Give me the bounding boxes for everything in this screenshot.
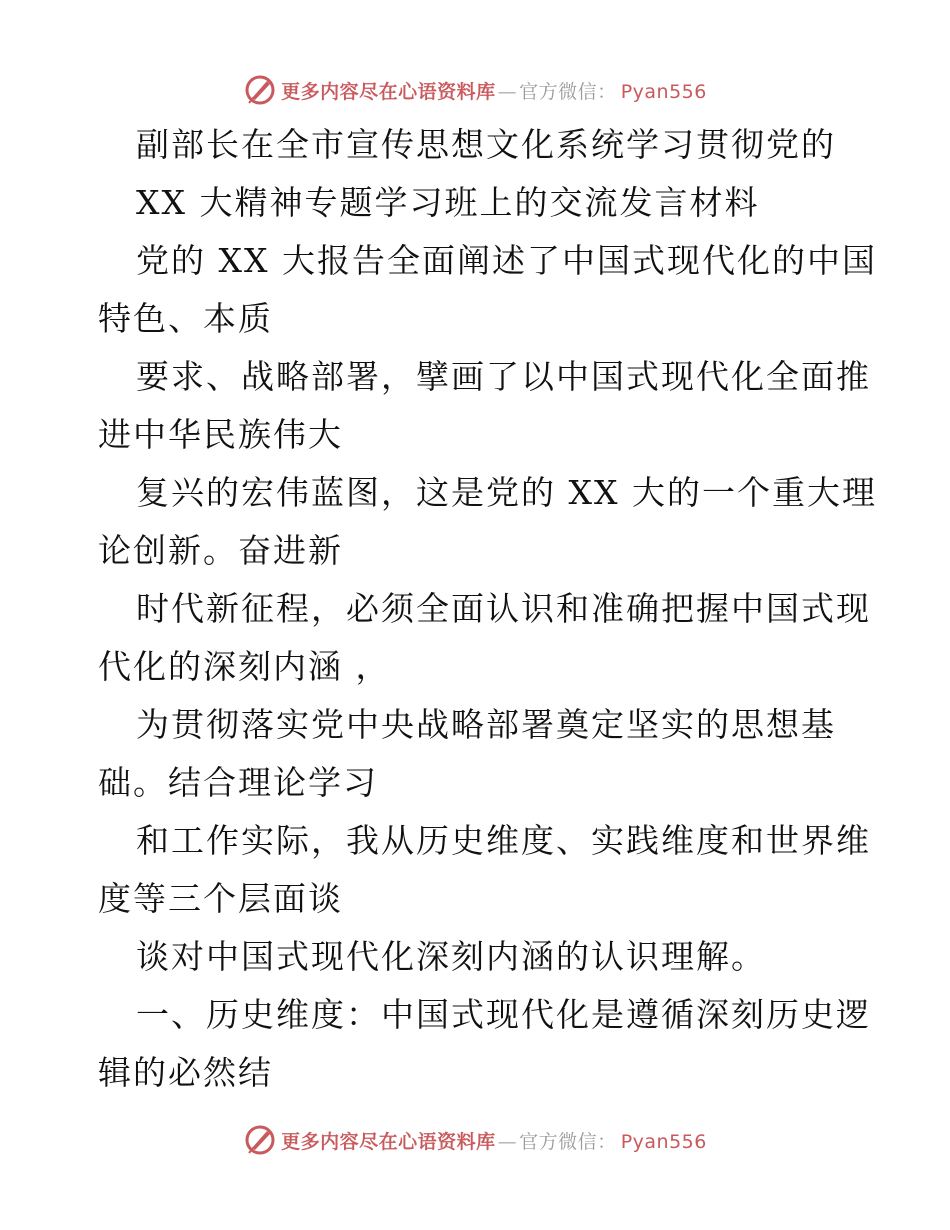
watermark-site-text: 更多内容尽在心语资料库 <box>281 1130 496 1153</box>
document-line: 础。结合理论学习 <box>98 763 378 802</box>
document-line: 辑的必然结 <box>98 1053 273 1092</box>
watermark-banner-top <box>0 70 950 110</box>
watermark-site-text: 更多内容尽在心语资料库 <box>281 80 496 103</box>
document-line: 副部长在全市宣传思想文化系统学习贯彻党的 <box>136 125 836 164</box>
document-line: 谈对中国式现代化深刻内涵的认识理解。 <box>136 937 766 976</box>
document-line: 一、历史维度：中国式现代化是遵循深刻历史逻 <box>136 995 871 1034</box>
document-line: 时代新征程，必须全面认识和准确把握中国式现 <box>136 589 871 628</box>
watermark-text <box>281 1127 707 1154</box>
watermark-banner-bottom <box>0 1120 950 1160</box>
document-line: 特色、本质 <box>98 299 273 338</box>
watermark-label: 官方微信： <box>519 80 617 103</box>
watermark-wechat-id: Pyan556 <box>620 1130 707 1153</box>
watermark-wechat-id: Pyan556 <box>620 80 707 103</box>
document-line: 论创新。奋进新 <box>98 531 343 570</box>
document-line: 和工作实际，我从历史维度、实践维度和世界维 <box>136 821 871 860</box>
document-line: 代化的深刻内涵 ， <box>98 647 391 686</box>
watermark-separator: — <box>497 1130 518 1153</box>
document-line: 复兴的宏伟蓝图，这是党的 XX 大的一个重大理 <box>136 473 877 512</box>
document-line: XX 大精神专题学习班上的交流发言材料 <box>136 183 760 222</box>
watermark-label: 官方微信： <box>519 1130 617 1153</box>
quill-logo-icon <box>243 73 277 107</box>
document-line: 度等三个层面谈 <box>98 879 343 918</box>
watermark-separator: — <box>497 80 518 103</box>
document-line: 要求、战略部署，擘画了以中国式现代化全面推 <box>136 357 871 396</box>
document-line: 为贯彻落实党中央战略部署奠定坚实的思想基 <box>136 705 836 744</box>
watermark-text <box>281 77 707 104</box>
document-line: 进中华民族伟大 <box>98 415 343 454</box>
quill-logo-icon <box>243 1123 277 1157</box>
document-body <box>98 116 877 1102</box>
document-line: 党的 XX 大报告全面阐述了中国式现代化的中国 <box>136 241 877 280</box>
